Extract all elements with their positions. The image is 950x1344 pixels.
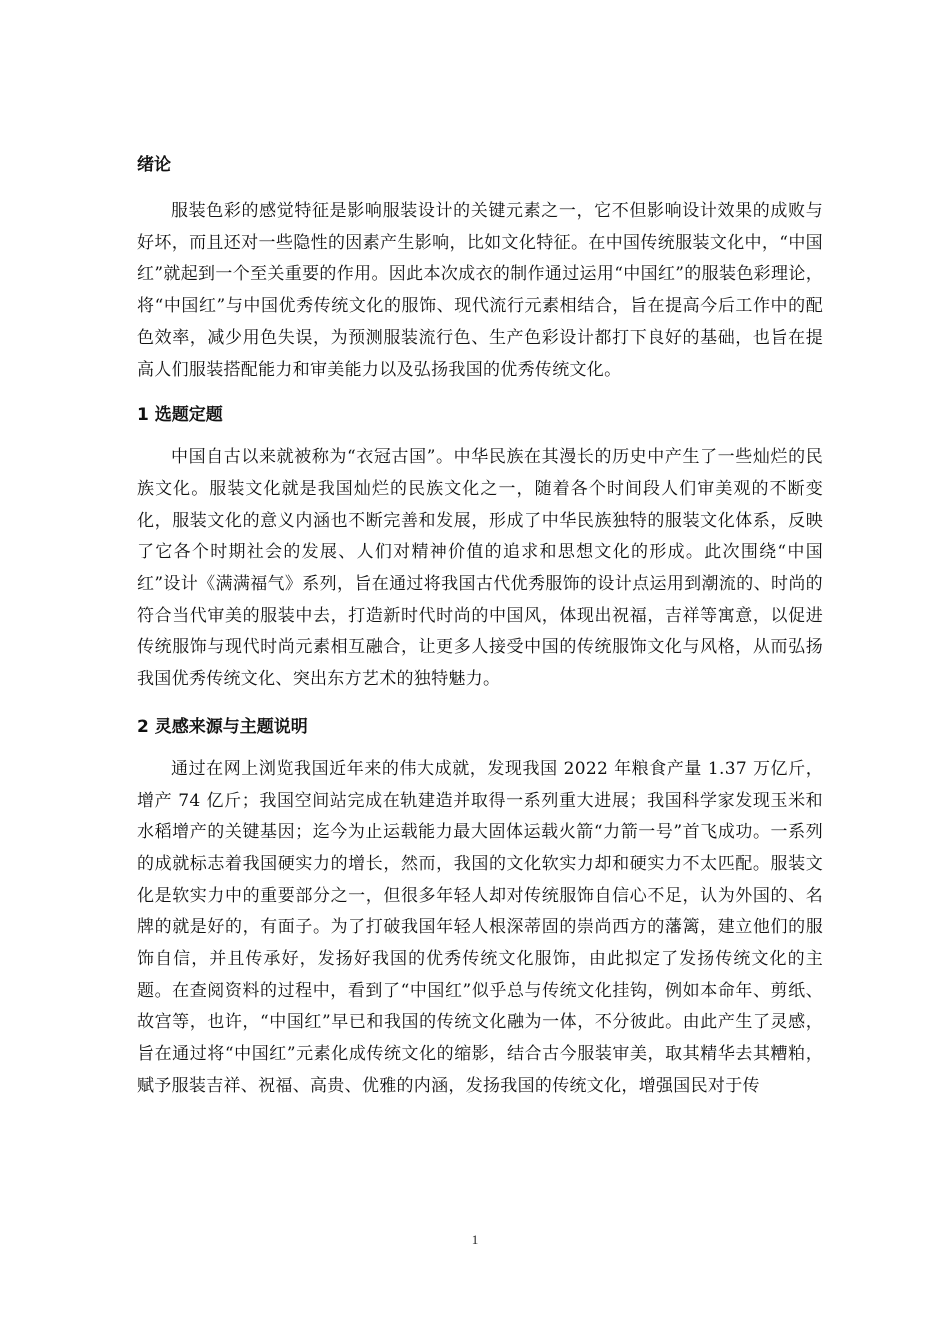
page-number: 1 bbox=[471, 1232, 479, 1247]
section-heading-inspiration: 2 灵感来源与主题说明 bbox=[137, 716, 308, 737]
section-heading-intro: 绪论 bbox=[137, 155, 171, 175]
section-heading-topic: 1 选题定题 bbox=[137, 405, 223, 426]
page-body bbox=[137, 148, 823, 1103]
paragraph-topic: 中国自古以来就被称为“衣冠古国”。中华民族在其漫长的历史中产生了一些灿烂的民族文化。服装文化就是我国灿烂的民族文化之一，随着各个时间段人们审美观的不断变化，服装文化的意义内涵也不断完善和发展，形成了中华民族独特的服装文化体系，反映了它各个时期社会的发展、人们对精神价值的追求和思想文化的形成。此次围绕“中国红”设计《满满福气》系列，旨在通过将我国古代优秀服饰的设计点运用到潮流的、时尚的符合当代审美的服装中去，打造新时代时尚的中国风，体现出祝福，吉祥等寓意，以促进传统服饰与现代时尚元素相互融合，让更多人接受中国的传统服饰文化与风格，从而弘扬我国优秀传统文化、突出东方艺术的独特魅力。 bbox=[137, 447, 823, 690]
paragraph-inspiration: 通过在网上浏览我国近年来的伟大成就，发现我国 2022 年粮食产量 1.37 万亿斤，增产 74 亿斤；我国空间站完成在轨建造并取得一系列重大进展；我国科学家发现玉米和水稻增产的关键基因；迄今为止运载能力最大固体运载火箭“力箭一号”首飞成功。一系列的成就标志着我国硬实力的增长，然而，我国的文化软实力却和硬实力不太匹配。服装文化是软实力中的重要部分之一，但很多年轻人却对传统服饰自信心不足，认为外国的、名牌的就是好的，有面子。为了打破我国年轻人根深蒂固的崇尚西方的藩篱，建立他们的服饰自信，并且传承好，发扬好我国的优秀传统文化服饰，由此拟定了发扬传统文化的主题。在查阅资料的过程中，看到了“中国红”似乎总与传统文化挂钩，例如本命年、剪纸、故宫等，也许，“中国红”早已和我国的传统文化融为一体，不分彼此。由此产生了灵感，旨在通过将“中国红”元素化成传统文化的缩影，结合古今服装审美，取其精华去其糟粕，赋予服装吉祥、祝福、高贵、优雅的内涵，发扬我国的传统文化，增强国民对于传 bbox=[137, 758, 823, 1096]
paragraph-intro: 服装色彩的感觉特征是影响服装设计的关键元素之一，它不但影响设计效果的成败与好坏，而且还对一些隐性的因素产生影响，比如文化特征。在中国传统服装文化中，“中国红”就起到一个至关重要的作用。因此本次成衣的制作通过运用“中国红”的服装色彩理论，将“中国红”与中国优秀传统文化的服饰、现代流行元素相结合，旨在提高今后工作中的配色效率，减少用色失误，为预测服装流行色、生产色彩设计都打下良好的基础，也旨在提高人们服装搭配能力和审美能力以及弘扬我国的优秀传统文化。 bbox=[137, 201, 823, 380]
